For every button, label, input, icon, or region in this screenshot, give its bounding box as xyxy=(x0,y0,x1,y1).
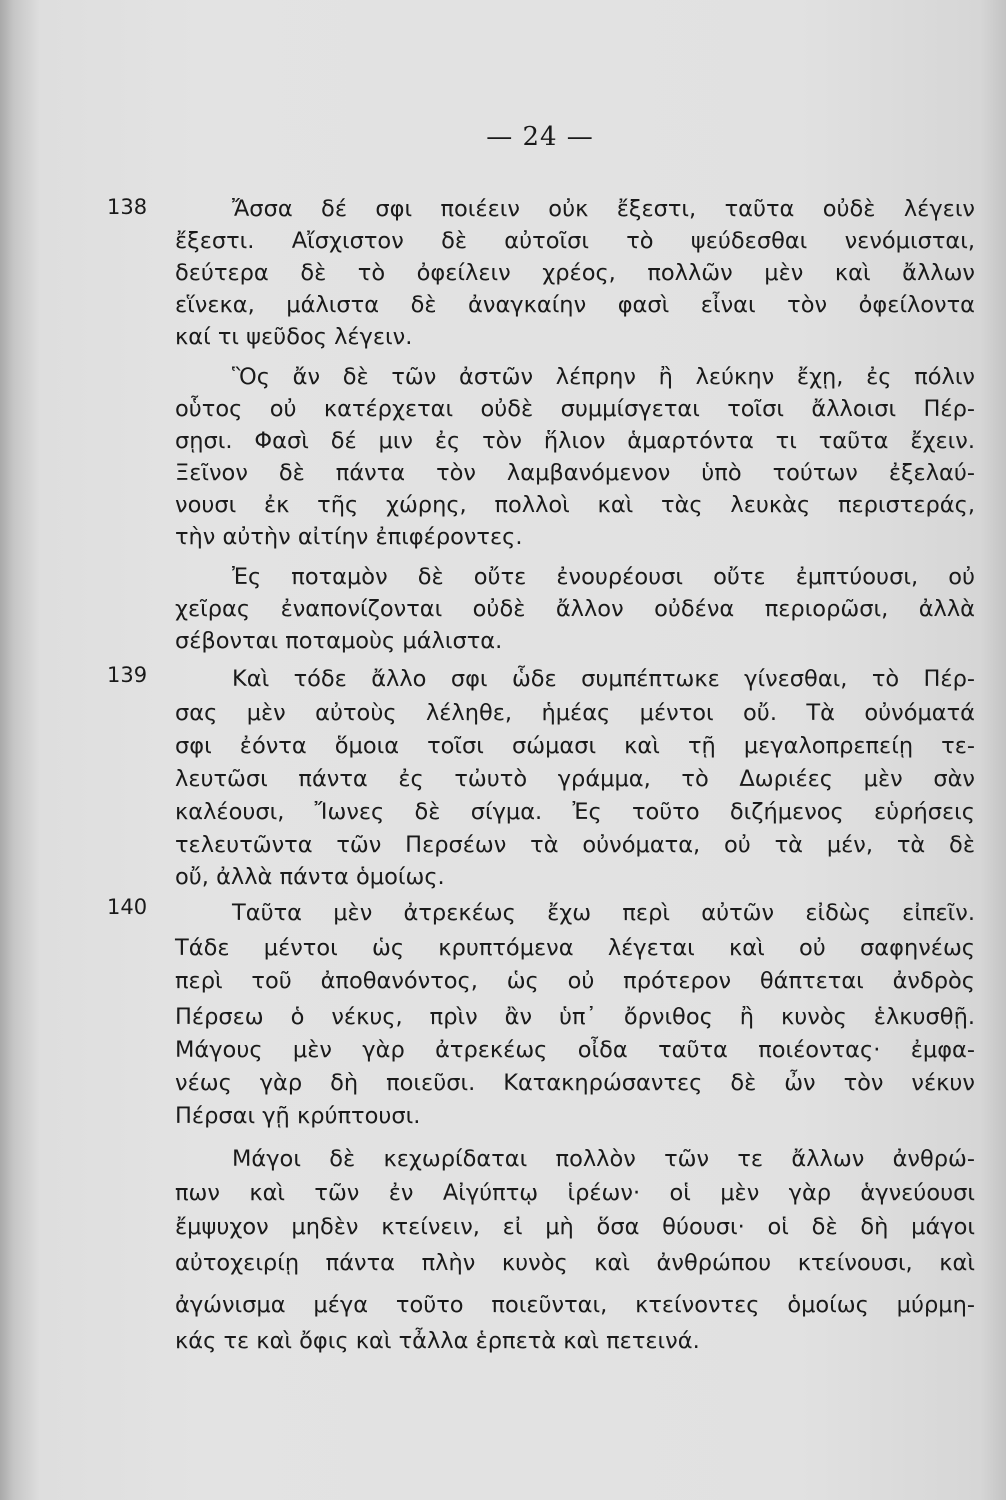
text-line: σέβονται ποταμοὺς μάλιστα. xyxy=(175,628,503,654)
text-line: λευτῶσι πάντα ἐς τὠυτὸ γράμμα, τὸ Δωριέες μὲν σὰν xyxy=(175,766,975,792)
text-line: ἀγώνισμα μέγα τοῦτο ποιεῦνται, κτείνοντες ὁμοίως μύρμη- xyxy=(175,1292,975,1318)
text-line: Ὃς ἄν δὲ τῶν ἀστῶν λέπρην ἢ λεύκην ἔχῃ, ἐς πόλιν xyxy=(232,364,975,390)
text-line: Τάδε μέντοι ὡς κρυπτόμενα λέγεται καὶ οὐ σαφηνέως xyxy=(175,935,975,961)
text-line: οὗτος οὐ κατέρχεται οὐδὲ συμμίσγεται τοῖσι ἄλλοισι Πέρ- xyxy=(175,396,975,422)
text-line: Καὶ τόδε ἄλλο σφι ὧδε συμπέπτωκε γίνεσθαι, τὸ Πέρ- xyxy=(232,666,975,692)
text-line: κάς τε καὶ ὄφις καὶ τἆλλα ἑρπετὰ καὶ πετεινά. xyxy=(175,1328,700,1354)
text-line: καί τι ψεῦδος λέγειν. xyxy=(175,324,413,350)
text-line: καλέουσι, Ἴωνες δὲ σίγμα. Ἐς τοῦτο διζήμενος εὑρήσεις xyxy=(175,799,975,825)
text-line: τὴν αὐτὴν αἰτίην ἐπιφέροντες. xyxy=(175,524,523,550)
text-line: ἔξεστι. Αἴσχιστον δὲ αὐτοῖσι τὸ ψεύδεσθαι νενόμισται, xyxy=(175,228,975,254)
text-line: ἔμψυχον μηδὲν κτείνειν, εἰ μὴ ὅσα θύουσι· οἱ δὲ δὴ μάγοι xyxy=(175,1214,975,1240)
text-line: οὔ, ἀλλὰ πάντα ὁμοίως. xyxy=(175,864,445,890)
text-line: χεῖρας ἐναπονίζονται οὐδὲ ἄλλον οὐδένα περιορῶσι, ἀλλὰ xyxy=(175,596,975,622)
text-line: περὶ τοῦ ἀποθανόντος, ὡς οὐ πρότερον θάπτεται ἀνδρὸς xyxy=(175,968,975,994)
text-line: σφι ἐόντα ὅμοια τοῖσι σώμασι καὶ τῇ μεγαλοπρεπείῃ τε- xyxy=(175,733,975,759)
text-line: νουσι ἐκ τῆς χώρης, πολλοὶ καὶ τὰς λευκὰς περιστεράς, xyxy=(175,492,975,518)
text-line: αὐτοχειρίῃ πάντα πλὴν κυνὸς καὶ ἀνθρώπου κτείνουσι, καὶ xyxy=(175,1250,975,1276)
text-line: τελευτῶντα τῶν Περσέων τὰ οὐνόματα, οὐ τὰ μέν, τὰ δὲ xyxy=(175,832,975,858)
text-line: Ἐς ποταμὸν δὲ οὔτε ἐνουρέουσι οὔτε ἐμπτύουσι, οὐ xyxy=(232,564,975,590)
text-line: πων καὶ τῶν ἐν Αἰγύπτῳ ἱρέων· οἱ μὲν γὰρ ἁγνεύουσι xyxy=(175,1180,975,1206)
text-line: Ἄσσα δέ σφι ποιέειν οὐκ ἔξεστι, ταῦτα οὐδὲ λέγειν xyxy=(232,196,975,222)
text-line: εἵνεκα, μάλιστα δὲ ἀναγκαίην φασὶ εἶναι τὸν ὀφείλοντα xyxy=(175,292,975,318)
section-number-140: 140 xyxy=(107,895,148,919)
text-line: Ξεῖνον δὲ πάντα τὸν λαμβανόμενον ὑπὸ τούτων ἐξελαύ- xyxy=(175,460,975,486)
text-line: Πέρσεω ὁ νέκυς, πρὶν ἂν ὑπ᾽ ὄρνιθος ἢ κυνὸς ἑλκυσθῇ. xyxy=(175,1004,975,1030)
text-line: σας μὲν αὐτοὺς λέληθε, ἡμέας μέντοι οὔ. Τὰ οὐνόματά xyxy=(175,700,975,726)
text-line: Μάγοι δὲ κεχωρίδαται πολλὸν τῶν τε ἄλλων ἀνθρώ- xyxy=(232,1146,975,1172)
text-line: Πέρσαι γῇ κρύπτουσι. xyxy=(175,1103,421,1129)
text-line: δεύτερα δὲ τὸ ὀφείλειν χρέος, πολλῶν μὲν καὶ ἄλλων xyxy=(175,260,975,286)
page-number: — 24 — xyxy=(486,122,594,152)
section-number-138: 138 xyxy=(107,195,148,219)
section-number-139: 139 xyxy=(107,663,148,687)
text-line: σῃσι. Φασὶ δέ μιν ἐς τὸν ἥλιον ἁμαρτόντα τι ταῦτα ἔχειν. xyxy=(175,428,975,454)
text-line: Ταῦτα μὲν ἀτρεκέως ἔχω περὶ αὐτῶν εἰδὼς εἰπεῖν. xyxy=(232,900,975,926)
text-line: Μάγους μὲν γὰρ ἀτρεκέως οἶδα ταῦτα ποιέοντας· ἐμφα- xyxy=(175,1037,975,1063)
text-line: νέως γὰρ δὴ ποιεῦσι. Κατακηρώσαντες δὲ ὦν τὸν νέκυν xyxy=(175,1070,975,1096)
